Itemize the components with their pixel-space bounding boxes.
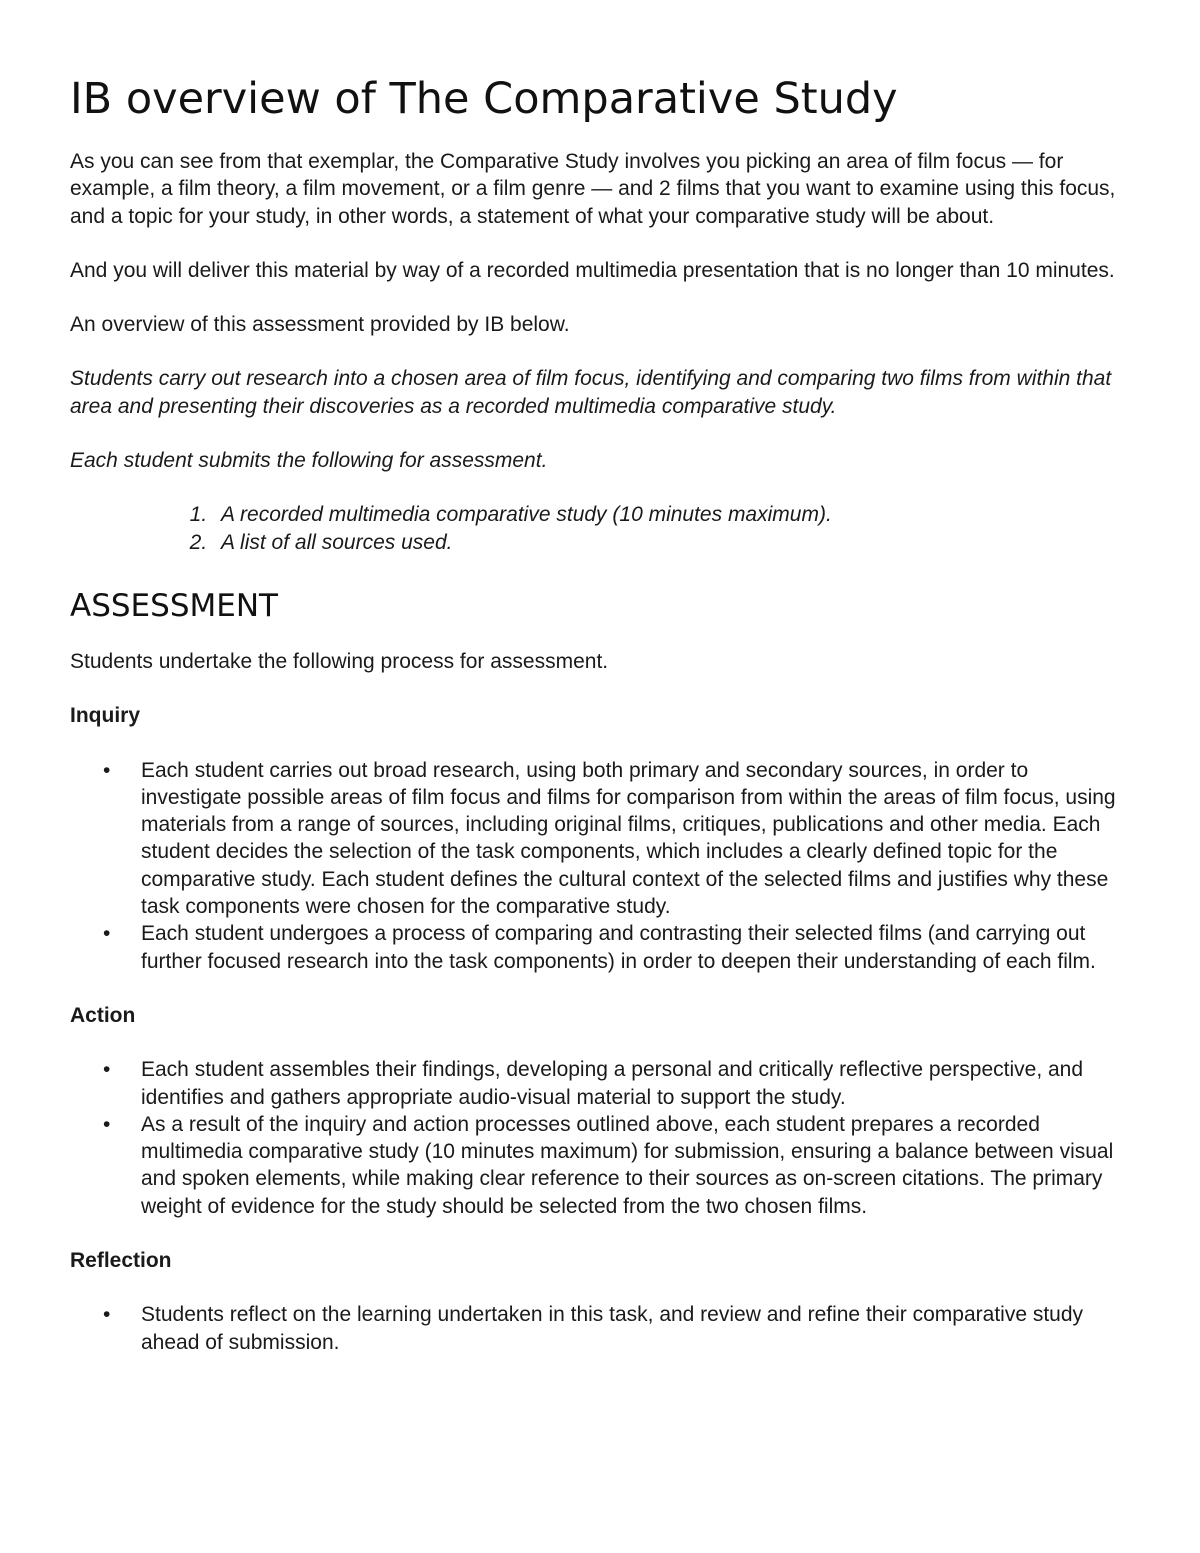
- document-page: [70, 72, 1132, 1383]
- inquiry-list: [70, 757, 1132, 975]
- list-item: 2. A list of all sources used.: [213, 529, 1132, 556]
- reflection-list: [70, 1301, 1132, 1356]
- page-title: IB overview of The Comparative Study: [70, 74, 898, 124]
- list-item-text: As a result of the inquiry and action processes outlined above, each student prepares a recorded multimedia comparative study (10 minutes maximum) for submission, ensuring a balance between visual and spoken elements, while making clear reference to their sources as on-screen citations. The primary weight of evidence for the study should be selected from the two chosen films.: [141, 1112, 1114, 1218]
- list-item: 1. A recorded multimedia comparative study (10 minutes maximum).: [213, 501, 1132, 528]
- list-item: [103, 1056, 1132, 1111]
- section-heading-action: Action: [70, 1003, 136, 1027]
- bullet-icon: •: [103, 1058, 111, 1082]
- bullet-icon: •: [103, 1303, 111, 1327]
- intro-paragraph-2: And you will deliver this material by way of a recorded multimedia presentation that is no longer than 10 minutes.: [70, 258, 1115, 282]
- list-item: [103, 1111, 1132, 1220]
- list-item-text: Each student undergoes a process of comparing and contrasting their selected films (and carrying out further focused research into the task components) in order to deepen their understanding of each film.: [141, 922, 1096, 973]
- list-item: [103, 1301, 1132, 1356]
- list-item: [103, 757, 1132, 921]
- intro-paragraph-3: An overview of this assessment provided by IB below.: [70, 313, 570, 337]
- submission-list: [70, 501, 1132, 556]
- ib-quote-submits-intro: Each student submits the following for assessment.: [70, 449, 548, 473]
- list-item-text: Students reflect on the learning undertaken in this task, and review and refine their comparative study ahead of submission.: [141, 1303, 1084, 1354]
- ib-quote-summary: Students carry out research into a chosen area of film focus, identifying and comparing two films from within that area and presenting their discoveries as a recorded multimedia comparative study.: [70, 367, 1112, 418]
- list-item-text: Each student assembles their findings, developing a personal and critically reflective perspective, and identifies and gathers appropriate audio-visual material to support the study.: [141, 1058, 1084, 1109]
- section-heading-inquiry: Inquiry: [70, 704, 141, 728]
- bullet-icon: •: [103, 922, 111, 946]
- bullet-icon: •: [103, 1112, 111, 1136]
- list-item-text: Each student carries out broad research, using both primary and secondary sources, in order to investigate possible areas of film focus and films for comparison from within the areas of film focus, using materials from a range of sources, including original films, critiques, publications and other media. Each student decides the selection of the task components, which includes a clearly defined topic for the comparative study. Each student defines the cultural context of the selected films and justifies why these task components were chosen for the comparative study.: [141, 758, 1116, 919]
- intro-paragraph-1: As you can see from that exemplar, the Comparative Study involves you picking an area of film focus — for example, a film theory, a film movement, or a film genre — and 2 films that you want to examine using this focus, and a topic for your study, in other words, a statement of what your comparative study will be about.: [70, 150, 1116, 228]
- assessment-intro: Students undertake the following process for assessment.: [70, 649, 609, 673]
- list-item: [103, 920, 1132, 975]
- bullet-icon: •: [103, 758, 111, 782]
- action-list: [70, 1056, 1132, 1220]
- section-heading-reflection: Reflection: [70, 1249, 172, 1273]
- assessment-heading: ASSESSMENT: [70, 587, 278, 624]
